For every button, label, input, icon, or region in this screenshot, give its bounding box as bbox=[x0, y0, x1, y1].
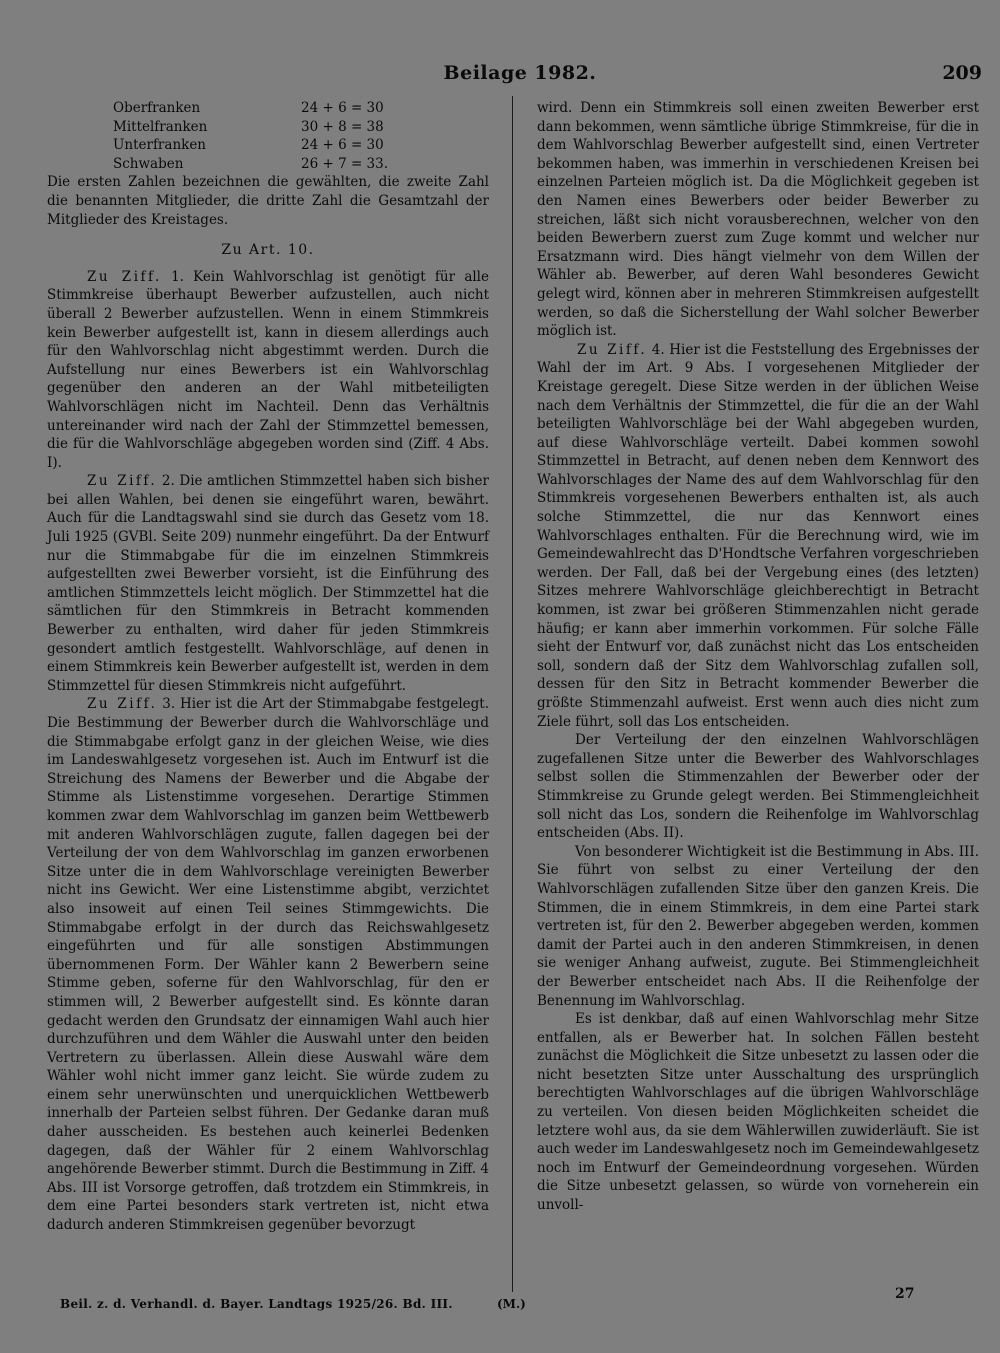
paragraph-label: Zu Ziff. bbox=[577, 341, 648, 358]
paragraph bbox=[47, 695, 489, 1234]
stats-table bbox=[113, 99, 489, 173]
footer-mark: (M.) bbox=[497, 1297, 526, 1311]
stats-values: 30 + 8 = 38 bbox=[301, 118, 384, 135]
paragraph-text: 3. Hier ist die Art der Stimmabgabe festgelegt. Die Bestimmung der Bewerber durch die Wahlvorschläge und die Stimmabgabe erfolgt ganz in der gleichen Weise, wie dies im Landeswahlgesetz vorgesehen ist. Auch im Entwurf ist die Streichung des Namens der Bewerber und die Abgabe der Stimme als Listenstimme vorgesehen. Derartige Stimmen kommen zwar dem Wahlvorschlag im ganzen beim Wettbewerb mit anderen Wahlvorschlägen zugute, fallen dagegen bei der Verteilung der von dem Wahlvorschlag im ganzen erworbenen Sitze unter die in dem Wahlvorschlage vereinigten Bewerber nicht ins Gewicht. Wer eine Listenstimme abgibt, verzichtet also insoweit auf einen Teil seines Stimmgewichts. Die Stimmabgabe erfolgt in der durch das Reichswahlgesetz eingeführten und für alle sonstigen Abstimmungen übernommenen Form. Der Wähler kann 2 Bewerbern seine Stimme geben, soferne für den Wahlvorschlag, für den er stimmen will, 2 Bewerber aufgestellt sind. Es könnte daran gedacht werden den Grundsatz der einnamigen Wahl auch hier durchzuführen und dem Wähler die Auswahl unter den beiden Vertretern zu überlassen. Allein diese Auswahl wäre dem Wähler wohl nicht immer ganz leicht. Sie würde zudem zu einem sehr unerwünschten und unerquicklichen Wettbewerb innerhalb der Parteien selbst führen. Der Gedanke daran muß daher ausscheiden. Es bestehen auch keinerlei Bedenken dagegen, daß der Wähler für 2 einem Wahlvorschlag angehörende Bewerber stimmt. Durch die Bestimmung in Ziff. 4 Abs. III ist Vorsorge getroffen, daß trotzdem ein Stimmkreis, in dem eine Partei besonders stark vertreten ist, nicht etwa dadurch anderen Stimmkreisen gegenüber bevorzugt bbox=[47, 696, 489, 1234]
stats-district: Schwaben bbox=[113, 155, 184, 172]
page-header-title: Beilage 1982. bbox=[443, 62, 597, 84]
paragraph-label: Zu Ziff. bbox=[87, 696, 158, 713]
stats-values: 24 + 6 = 30 bbox=[301, 100, 384, 116]
paragraph-text: 1. Kein Wahlvorschlag ist genötigt für alle Stimmkreise überhaupt Bewerber aufzustellen, auch nicht überall 2 Bewerber aufzustellen. Wenn in einem Stimmkreis kein Bewerber aufgestellt ist, kann in diesem allerdings auch für den Wahlvorschlag nicht abgestimmt werden. Durch die Aufstellung nur eines Bewerbers ist ein Wahlvorschlag gegenüber den anderen an der Wahl mitbeteiligten Wahlvorschlägen nicht im Nachteil. Denn das Verhältnis untereinander wird nach der Zahl der Stimmzettel bemessen, die für die Wahlvorschläge abgegeben worden sind (Ziff. 4 Abs. I). bbox=[47, 268, 489, 471]
paragraph-text: 4. Hier ist die Feststellung des Ergebnisses der Wahl der im Art. 9 Abs. I vorgesehenen Mitglieder der Kreistage geregelt. Diese Sitze werden in der üblichen Weise nach dem Verhältnis der Stimmzettel, die für die an der Wahl beteiligten Wahlvorschläge bei der Wahl abgegeben wurden, auf diese Wahlvorschläge verteilt. Dabei kommen sowohl Stimmzettel in Betracht, auf denen neben dem Kennwort des Wahlvorschlages der Name des auf dem Wahlvorschlag für den Stimmkreis vorgesehenen Bewerbers enthalten ist, als auch solche Stimmzettel, die nur das Kennwort eines Wahlvorschlages enthalten. Für die Berechnung wird, wie im Gemeindewahlrecht das D'Hondtsche Verfahren vorgeschrieben werden. Der Fall, daß bei der Vergebung eines (des letzten) Sitzes mehrere Wahlvorschläge gleichberechtigt in Betracht kommen, ist zwar bei größeren Stimmenzahlen nicht gerade häufig; er kann aber immerhin vorkommen. Für solche Fälle sieht der Entwurf vor, daß zunächst nicht das Los entscheiden soll, sondern daß der Sitz dem Wahlvorschlag zufallen soll, dessen für den Sitz in Betracht kommender Bewerber die größte Stimmenzahl aufweist. Erst wenn auch dies nicht zum Ziele führt, soll das Los entscheiden. bbox=[537, 341, 980, 730]
stats-district: Oberfranken bbox=[113, 100, 201, 116]
stats-row bbox=[113, 99, 489, 118]
stats-values: 24 + 6 = 30 bbox=[301, 137, 384, 154]
paragraph-label: Zu Ziff. bbox=[87, 473, 158, 490]
stats-values: 26 + 7 = 33. bbox=[301, 155, 389, 172]
stats-note: Die ersten Zahlen bezeichnen die gewählten, die zweite Zahl die benannten Mitglieder, die dritte Zahl die Gesamtzahl der Mitglieder des Kreistages. bbox=[47, 174, 489, 228]
paragraph bbox=[537, 341, 979, 731]
paragraph: Von besonderer Wichtigkeit ist die Bestimmung in Abs. III. Sie führt von selbst zu einer Verteilung der den Wahlvorschlägen zufallenden Sitze über den ganzen Kreis. Die Stimmen, die in einem Stimmkreis, in dem eine Partei stark vertreten ist, für den 2. Bewerber abgegeben werden, kommen damit der Partei auch in den anderen Stimmkreisen, in denen sie weniger Anhang aufweist, zugute. Bei Stimmengleichheit der Bewerber entscheidet nach Abs. II die Reihenfolge der Benennung im Wahlvorschlag. bbox=[537, 843, 979, 1009]
stats-district: Mittelfranken bbox=[113, 118, 208, 135]
paragraph bbox=[47, 268, 489, 473]
paragraph bbox=[47, 472, 489, 695]
footer-citation: Beil. z. d. Verhandl. d. Bayer. Landtags 1925/26. Bd. III. bbox=[60, 1297, 453, 1311]
stats-row bbox=[113, 118, 489, 137]
left-column bbox=[47, 99, 489, 1235]
paragraph: wird. Denn ein Stimmkreis soll einen zweiten Bewerber erst dann bekommen, wenn sämtliche übrige Stimmkreise, für die in dem Wahlvorschlag Bewerber aufgestellt sind, einen Vertreter bekommen haben, was immerhin in verschiedenen Kreisen bei einzelnen Parteien möglich ist. Da die Möglichkeit gegeben ist den Namen eines Bewerbers oder beider Bewerber zu streichen, läßt sich nicht vorausberechnen, welcher von den beiden Bewerbern zuerst zum Zuge kommt und welcher nur Ersatzmann wird. Dies hängt vielmehr von dem Willen der Wähler ab. Bewerber, auf deren Wahl besonderes Gewicht gelegt wird, können aber in mehreren Stimmkreisen aufgestellt werden, so daß die Sicherstellung der Wahl solcher Bewerber möglich ist. bbox=[537, 100, 979, 340]
paragraph-label: Zu Ziff. bbox=[87, 268, 162, 285]
stats-district: Unterfranken bbox=[113, 137, 206, 154]
paragraph: Der Verteilung der den einzelnen Wahlvorschlägen zugefallenen Sitze unter die Bewerber des Wahlvorschlages selbst sollen die Stimmenzahlen der Bewerber oder der Stimmkreise zu Grunde gelegt werden. Bei Stimmengleichheit soll nicht das Los, sondern die Reihenfolge im Wahlvorschlag entscheiden (Abs. II). bbox=[537, 732, 979, 842]
stats-row bbox=[113, 136, 489, 155]
section-heading: Zu Art. 10. bbox=[221, 242, 315, 259]
paragraph-text: 2. Die amtlichen Stimmzettel haben sich bisher bei allen Wahlen, bei denen sie eingeführt waren, bewährt. Auch für die Landtagswahl sind sie durch das Gesetz vom 18. Juli 1925 (GVBl. Seite 209) nunmehr eingeführt. Da der Entwurf nur die Stimmabgabe für die im einzelnen Stimmkreis aufgestellten zwei Bewerber vorsieht, ist die Einführung des amtlichen Stimmzettels leicht möglich. Der Stimmzettel hat die sämtlichen für den Stimmkreis in Betracht kommenden Bewerber zu enthalten, wird daher für jeden Stimmkreis gesondert amtlich festgestellt. Wahlvorschläge, auf denen in einem Stimmkreis kein Bewerber aufgestellt ist, werden in dem Stimmzettel für diesen Stimmkreis nicht aufgeführt. bbox=[47, 473, 489, 694]
right-column bbox=[537, 99, 979, 1215]
stats-row bbox=[113, 155, 489, 174]
paragraph: Es ist denkbar, daß auf einen Wahlvorschlag mehr Sitze entfallen, als er Bewerber hat. In solchen Fällen besteht zunächst die Möglichkeit die Sitze unbesetzt zu lassen oder die nicht besetzten Sitze unter Ausschaltung des ursprünglich berechtigten Wahlvorschlages auf die übrigen Wahlvorschläge zu verteilen. Von diesen beiden Möglichkeiten scheidet die letztere wohl aus, da sie dem Wählerwillen zuwiderläuft. Sie ist auch weder im Landeswahlgesetz noch im Gemeindewahlgesetz noch im Entwurf der Gemeindeordnung vorgesehen. Würden die Sitze unbesetzt gelassen, so würde von vorneherein ein unvoll- bbox=[537, 1011, 979, 1214]
column-divider bbox=[512, 96, 513, 1292]
footer-signature-number: 27 bbox=[895, 1286, 915, 1302]
page-number: 209 bbox=[942, 62, 982, 84]
